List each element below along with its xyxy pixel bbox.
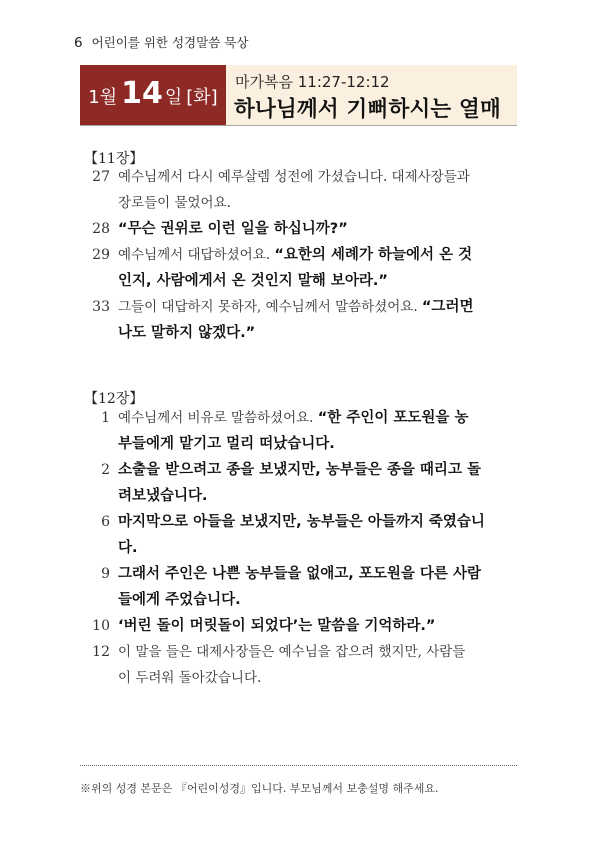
verse-line bbox=[84, 268, 520, 294]
verse bbox=[84, 613, 520, 639]
verse-number: 29 bbox=[92, 247, 110, 263]
verse bbox=[84, 294, 520, 346]
date-weekday: [화] bbox=[186, 87, 218, 108]
verse-number: 27 bbox=[92, 169, 110, 185]
date-day-unit: 일 bbox=[164, 87, 183, 108]
narration-text: 예수님께서 비유로 말씀하셨어요. bbox=[118, 410, 318, 426]
verse-line bbox=[84, 639, 520, 665]
verse-line bbox=[84, 405, 520, 431]
spoken-text: 그래서 주인은 나쁜 농부들을 없애고, 포도원을 다른 사람 bbox=[118, 566, 482, 582]
narration-text: 예수님께서 다시 예루살렘 성전에 가셨습니다. 대제사장들과 bbox=[118, 169, 470, 185]
spoken-text: 소출을 받으려고 종을 보냈지만, 농부들은 종을 때리고 돌 bbox=[118, 462, 482, 478]
devotion-banner bbox=[80, 65, 517, 126]
spoken-text: 나도 말하지 않겠다.” bbox=[118, 325, 256, 341]
verse bbox=[84, 639, 520, 691]
narration-text: 이 말을 들은 대제사장들은 예수님을 잡으려 했지만, 사람들 bbox=[118, 644, 466, 660]
chapter-11-verses bbox=[84, 164, 520, 346]
spoken-text: “요한의 세례가 하늘에서 온 것 bbox=[274, 247, 473, 263]
verse bbox=[84, 457, 520, 509]
verse-line bbox=[84, 320, 520, 346]
spoken-text: 다. bbox=[118, 540, 138, 556]
verse-number: 10 bbox=[92, 618, 110, 634]
scripture-reference: 마가복음 11:27-12:12 bbox=[235, 73, 390, 91]
verse bbox=[84, 509, 520, 561]
verse-line bbox=[84, 216, 520, 242]
verse-number: 28 bbox=[92, 221, 110, 237]
verse-number: 6 bbox=[101, 514, 110, 530]
spoken-text: 마지막으로 아들을 보냈지만, 농부들은 아들까지 죽였습니 bbox=[118, 514, 485, 530]
verse-number: 12 bbox=[92, 644, 110, 660]
chapter-heading-12: 【12장】 bbox=[84, 391, 144, 407]
narration-text: 이 두려워 돌아갔습니다. bbox=[118, 670, 262, 686]
verse-line bbox=[84, 190, 520, 216]
verse-line bbox=[84, 535, 520, 561]
verse-line bbox=[84, 613, 520, 639]
verse-line bbox=[84, 242, 520, 268]
verse bbox=[84, 242, 520, 294]
page-number: 6 bbox=[74, 35, 83, 51]
verse-number: 9 bbox=[101, 566, 110, 582]
verse-line bbox=[84, 665, 520, 691]
verse bbox=[84, 561, 520, 613]
spoken-text: 려보냈습니다. bbox=[118, 488, 208, 504]
spoken-text: “한 주인이 포도원을 농 bbox=[317, 410, 469, 426]
footnote: ※위의 성경 본문은 『어린이성경』입니다. 부모님께서 보충설명 해주세요. bbox=[80, 782, 439, 795]
spoken-text: ‘버린 돌이 머릿돌이 되었다’는 말씀을 기억하라.” bbox=[118, 618, 436, 634]
narration-text: 그들이 대답하지 못하자, 예수님께서 말씀하셨어요. bbox=[118, 299, 422, 315]
date-month: 1월 bbox=[88, 87, 118, 108]
verse-line bbox=[84, 561, 520, 587]
footer-divider bbox=[80, 765, 517, 766]
date-box bbox=[80, 65, 226, 125]
devotion-title: 하나님께서 기뻐하시는 열매 bbox=[234, 97, 501, 122]
spoken-text: 들에게 주었습니다. bbox=[118, 592, 241, 608]
verse bbox=[84, 216, 520, 242]
spoken-text: “무슨 권위로 이런 일을 하십니까?” bbox=[118, 221, 348, 237]
spoken-text: “그러면 bbox=[421, 299, 474, 315]
verse-line bbox=[84, 431, 520, 457]
verse bbox=[84, 164, 520, 216]
spoken-text: 부들에게 맡기고 멀리 떠났습니다. bbox=[118, 436, 335, 452]
chapter-heading-11: 【11장】 bbox=[84, 151, 144, 167]
spoken-text: 인지, 사람에게서 온 것인지 말해 보아라.” bbox=[118, 273, 388, 289]
narration-text: 장로들이 물었어요. bbox=[118, 195, 231, 211]
verse-number: 1 bbox=[101, 410, 110, 426]
verse-line bbox=[84, 164, 520, 190]
book-title: 어린이를 위한 성경말씀 묵상 bbox=[91, 35, 249, 50]
verse-line bbox=[84, 587, 520, 613]
verse bbox=[84, 405, 520, 457]
verse-number: 2 bbox=[101, 462, 110, 478]
verse-line bbox=[84, 294, 520, 320]
narration-text: 예수님께서 대답하셨어요. bbox=[118, 247, 275, 263]
chapter-12-verses bbox=[84, 405, 520, 691]
verse-number: 33 bbox=[92, 299, 110, 315]
verse-line bbox=[84, 483, 520, 509]
verse-line bbox=[84, 509, 520, 535]
date-day: 14 bbox=[121, 76, 163, 111]
running-header bbox=[74, 33, 248, 51]
verse-line bbox=[84, 457, 520, 483]
